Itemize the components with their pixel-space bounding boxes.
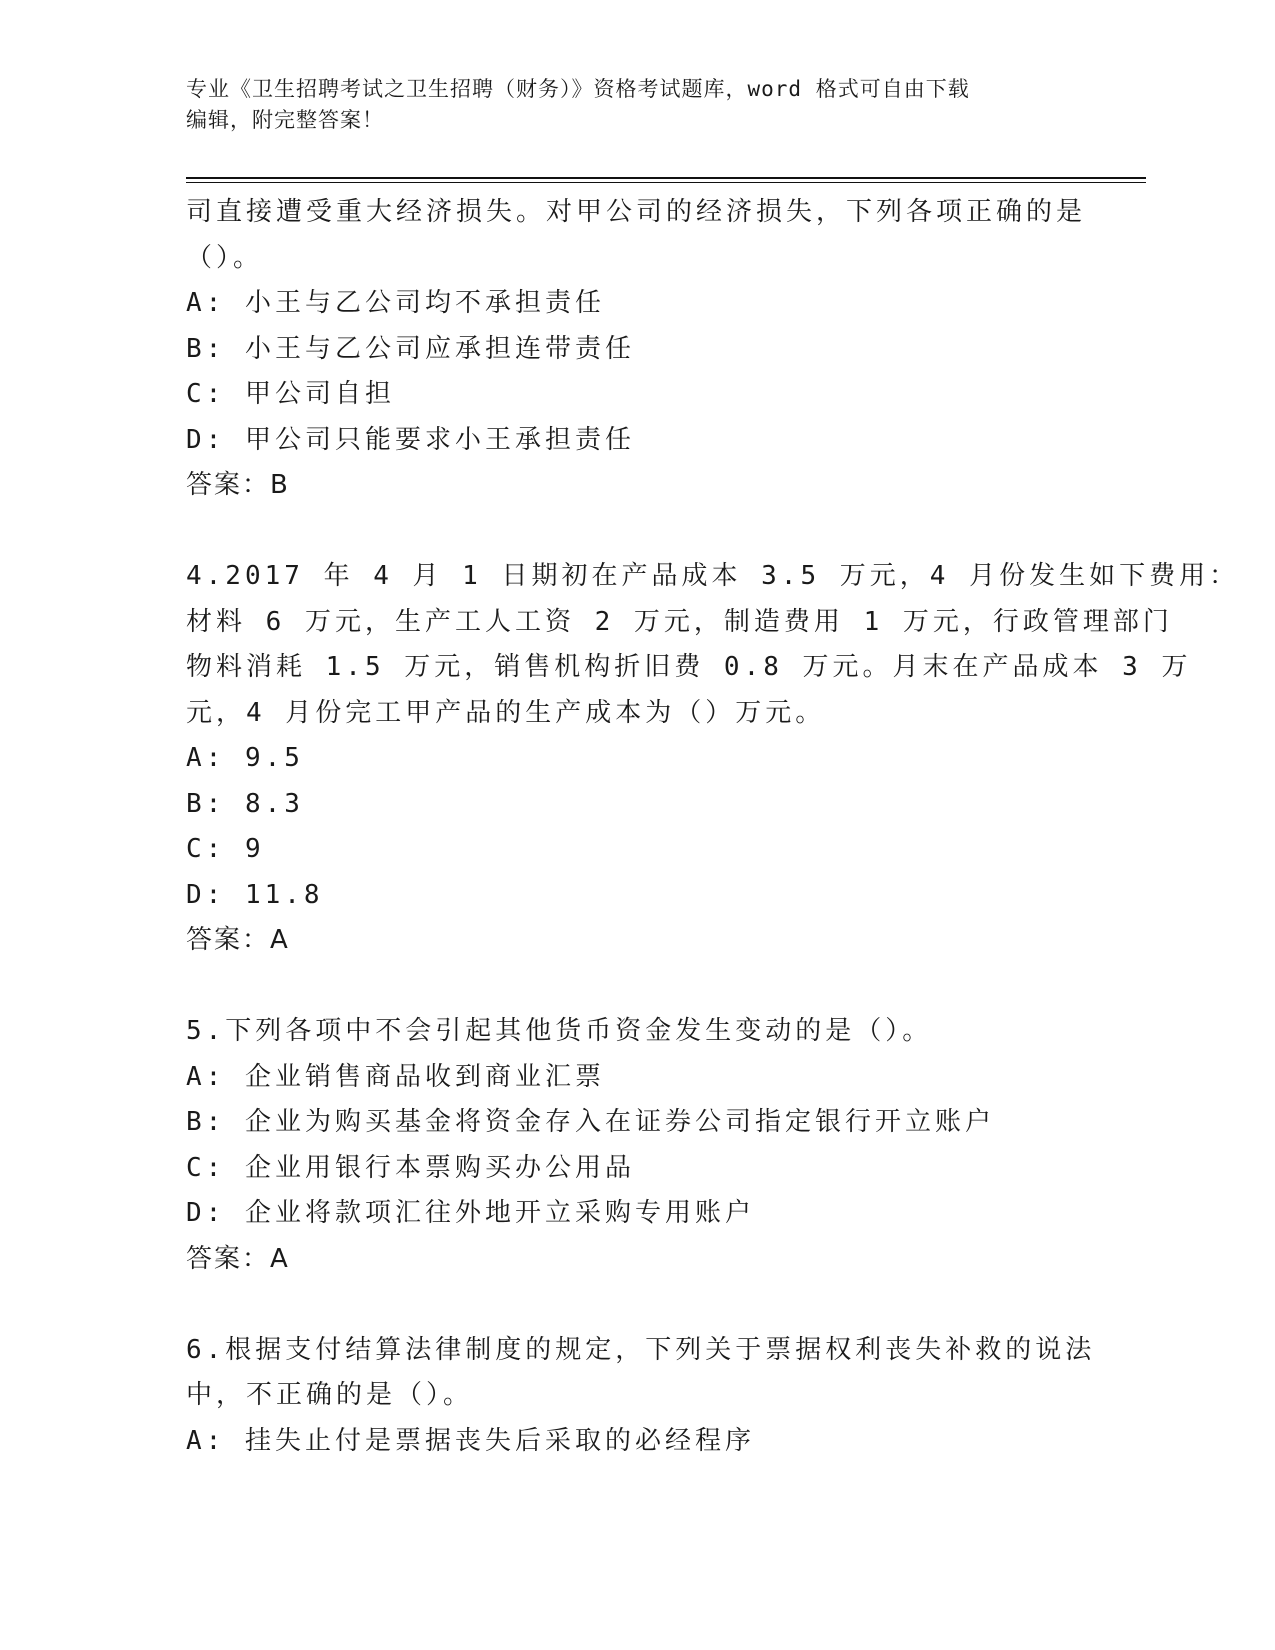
option-c: C: 企业用银行本票购买办公用品 xyxy=(186,1152,635,1183)
answer-line: 答案：A xyxy=(186,1243,290,1274)
question-4 xyxy=(186,554,1240,964)
document-header xyxy=(186,74,1086,136)
option-a: A: 9.5 xyxy=(186,743,304,773)
header-line-1: 专业《卫生招聘考试之卫生招聘（财务）》资格考试题库，word 格式可自由下载 xyxy=(186,77,970,101)
question-3 xyxy=(186,190,1086,509)
question-list xyxy=(186,190,1240,1464)
question-text-line: 司直接遭受重大经济损失。对甲公司的经济损失，下列各项正确的是 xyxy=(186,197,1087,227)
question-text-line: 物料消耗 1.5 万元，销售机构折旧费 0.8 万元。月末在产品成本 3 万 xyxy=(186,652,1192,682)
question-text-line: 元，4 月份完工甲产品的生产成本为（）万元。 xyxy=(186,697,826,728)
spacer xyxy=(186,509,1086,555)
question-text-line: 中，不正确的是（）。 xyxy=(186,1380,474,1410)
option-a: A: 挂失止付是票据丧失后采取的必经程序 xyxy=(186,1425,755,1456)
option-b: B: 8.3 xyxy=(186,788,304,819)
header-divider-thin xyxy=(186,182,1146,183)
option-a: A: 小王与乙公司均不承担责任 xyxy=(186,288,605,318)
header-line-2: 编辑，附完整答案！ xyxy=(186,108,384,132)
option-d: D: 企业将款项汇往外地开立采购专用账户 xyxy=(186,1198,755,1228)
question-text-line: 5.下列各项中不会引起其他货币资金发生变动的是（）。 xyxy=(186,1016,933,1046)
question-text-line: 4.2017 年 4 月 1 日期初在产品成本 3.5 万元，4 月份发生如下费用： xyxy=(186,561,1240,591)
question-text-line: 材料 6 万元，生产工人工资 2 万元，制造费用 1 万元，行政管理部门 xyxy=(186,606,1173,637)
question-5 xyxy=(186,1009,1086,1282)
header-divider-thick xyxy=(186,177,1146,179)
option-b: B: 企业为购买基金将资金存入在证券公司指定银行开立账户 xyxy=(186,1107,995,1137)
question-text-line: （）。 xyxy=(186,242,264,273)
option-c: C: 9 xyxy=(186,834,265,864)
option-d: D: 甲公司只能要求小王承担责任 xyxy=(186,424,635,455)
spacer xyxy=(186,964,1086,1010)
option-b: B: 小王与乙公司应承担连带责任 xyxy=(186,333,635,364)
answer-line: 答案：B xyxy=(186,470,290,500)
spacer xyxy=(186,1282,1086,1328)
answer-line: 答案：A xyxy=(186,925,290,955)
question-text-line: 6.根据支付结算法律制度的规定，下列关于票据权利丧失补救的说法 xyxy=(186,1334,1096,1365)
option-d: D: 11.8 xyxy=(186,879,324,910)
option-a: A: 企业销售商品收到商业汇票 xyxy=(186,1061,605,1092)
question-6 xyxy=(186,1328,1096,1465)
option-c: C: 甲公司自担 xyxy=(186,379,395,409)
